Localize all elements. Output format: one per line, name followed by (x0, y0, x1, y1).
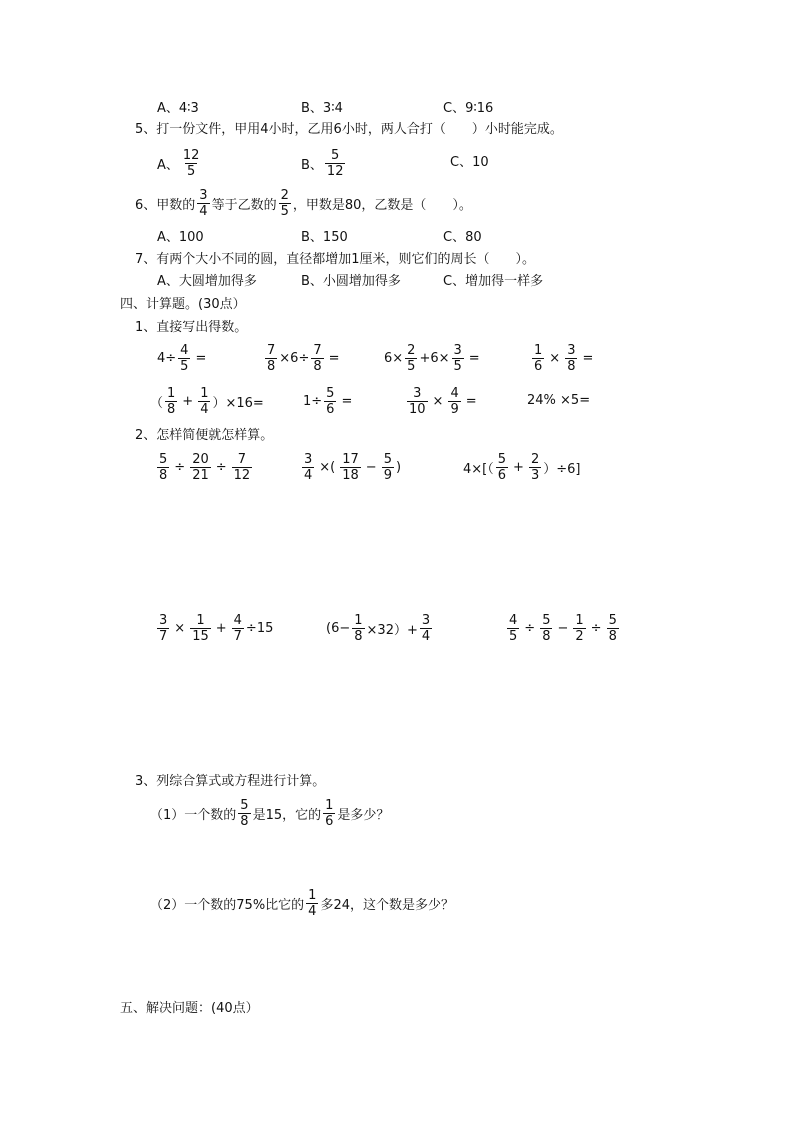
fraction: $\frac{3}{4}$ (421, 612, 431, 644)
direct-expr-4: $\frac{1}{6}$ × $\frac{3}{8}$ = (534, 342, 594, 374)
direct-expr-5: （ $\frac{1}{8}$ + $\frac{1}{4}$ ）×16= (150, 385, 264, 417)
q4-choice-b: B、3∶4 (301, 101, 343, 116)
fraction: $\frac{3}{8}$ (567, 342, 576, 374)
q6-choice-c: C、80 (443, 230, 482, 245)
fraction: $\frac{2}{5}$ (280, 187, 289, 219)
fraction: $\frac{3}{4}$ (199, 187, 208, 219)
direct-expr-6: 1÷ $\frac{5}{6}$ = (303, 385, 353, 417)
fraction: $\frac{12}{5}$ (182, 147, 200, 179)
fraction: $\frac{1}{4}$ (308, 887, 317, 919)
direct-expr-2: $\frac{7}{8}$ ×6÷ $\frac{7}{8}$ = (267, 342, 340, 374)
simplify-expr-3: 4×[（ $\frac{5}{6}$ + $\frac{2}{3}$ ）÷6] (463, 451, 581, 483)
fraction: $\frac{2}{5}$ (407, 342, 416, 374)
q5-choice-b (301, 146, 347, 180)
fraction: $\frac{4}{5}$ (509, 612, 518, 644)
fraction: $\frac{1}{6}$ (325, 797, 334, 829)
sub3-title: 3、列综合算式或方程进行计算。 (135, 774, 326, 789)
simplify-expr-4: $\frac{3}{7}$ × $\frac{1}{15}$ + $\frac{4}{7}$ ÷15 (159, 612, 274, 644)
fraction: $\frac{5}{8}$ (240, 797, 249, 829)
fraction: $\frac{4}{9}$ (450, 385, 459, 417)
q6-choice-a: A、100 (157, 230, 204, 245)
fraction: $\frac{3}{10}$ (409, 385, 426, 417)
word-problem-2: （2）一个数的75%比它的 $\frac{1}{4}$ 多24，这个数是多少？ (150, 887, 454, 919)
fraction: $\frac{4}{7}$ (233, 612, 242, 644)
sub2-title: 2、怎样简便就怎样算。 (135, 428, 274, 443)
simplify-expr-6: $\frac{4}{5}$ ÷ $\frac{5}{8}$ − $\frac{1}{2}$ ÷ $\frac{5}{8}$ (509, 612, 617, 644)
choice-label: A、 (157, 157, 179, 173)
fraction: $\frac{5}{6}$ (326, 385, 335, 417)
fraction: $\frac{1}{6}$ (534, 342, 543, 374)
q4-choice-a: A、4∶3 (157, 101, 199, 116)
fraction: $\frac{5}{6}$ (497, 451, 507, 483)
fraction: $\frac{5}{9}$ (383, 451, 392, 483)
fraction: $\frac{2}{3}$ (530, 451, 540, 483)
q7-choice-c: C、增加得一样多 (443, 274, 544, 289)
fraction: $\frac{3}{4}$ (304, 451, 313, 483)
choice-label: B、 (301, 157, 323, 173)
q6-choice-b: B、150 (301, 230, 348, 245)
fraction: $\frac{5}{8}$ (608, 612, 617, 644)
fraction: $\frac{7}{8}$ (267, 342, 276, 374)
sub1-title: 1、直接写出得数。 (135, 320, 248, 335)
q5-choice-c: C、10 (450, 155, 489, 170)
direct-expr-8: 24% ×5= (527, 393, 591, 408)
direct-expr-7: $\frac{3}{10}$ × $\frac{4}{9}$ = (409, 385, 477, 417)
simplify-expr-1: $\frac{5}{8}$ ÷ $\frac{20}{21}$ ÷ $\frac{7}{12}$ (159, 451, 251, 483)
fraction: $\frac{20}{21}$ (192, 451, 209, 483)
fraction: $\frac{1}{8}$ (354, 612, 363, 644)
q5-choice-a (157, 146, 203, 180)
fraction: $\frac{17}{18}$ (342, 451, 359, 483)
fraction: $\frac{1}{8}$ (167, 385, 176, 417)
q6-stem: 6、甲数的 $\frac{3}{4}$ 等于乙数的 $\frac{2}{5}$ ，甲数是80，乙数是（ ）。 (135, 187, 472, 219)
q7-choice-b: B、小圆增加得多 (301, 274, 401, 289)
section5-title: 五、解决问题：(40点） (120, 1001, 259, 1016)
fraction: $\frac{3}{5}$ (453, 342, 462, 374)
q5-stem: 5、打一份文件，甲用4小时，乙用6小时，两人合打（ ）小时能完成。 (135, 122, 563, 137)
fraction: $\frac{5}{12}$ (326, 147, 344, 179)
fraction: $\frac{7}{8}$ (313, 342, 322, 374)
fraction: $\frac{3}{7}$ (159, 612, 168, 644)
fraction: $\frac{7}{12}$ (233, 451, 251, 483)
q7-stem: 7、有两个大小不同的圆，直径都增加1厘米，则它们的周长（ ）。 (135, 252, 536, 267)
section4-title: 四、计算题。(30点） (120, 297, 246, 312)
simplify-expr-5: (6− $\frac{1}{8}$ ×32）+ $\frac{3}{4}$ (326, 612, 431, 644)
fraction: $\frac{1}{15}$ (192, 612, 209, 644)
simplify-expr-2: $\frac{3}{4}$ ×( $\frac{17}{18}$ − $\frac{5}{9}$ ) (304, 451, 402, 483)
direct-expr-3: 6× $\frac{2}{5}$ +6× $\frac{3}{5}$ = (384, 342, 480, 374)
q4-choice-c: C、9∶16 (443, 101, 494, 116)
fraction: $\frac{4}{5}$ (180, 342, 189, 374)
q7-choice-a: A、大圆增加得多 (157, 274, 257, 289)
fraction: $\frac{5}{8}$ (159, 451, 168, 483)
word-problem-1: （1）一个数的 $\frac{5}{8}$ 是15，它的 $\frac{1}{6}$ 是多少？ (150, 797, 390, 829)
fraction: $\frac{5}{8}$ (542, 612, 551, 644)
direct-expr-1: 4÷ $\frac{4}{5}$ = (157, 342, 207, 374)
fraction: $\frac{1}{2}$ (575, 612, 584, 644)
fraction: $\frac{1}{4}$ (200, 385, 209, 417)
